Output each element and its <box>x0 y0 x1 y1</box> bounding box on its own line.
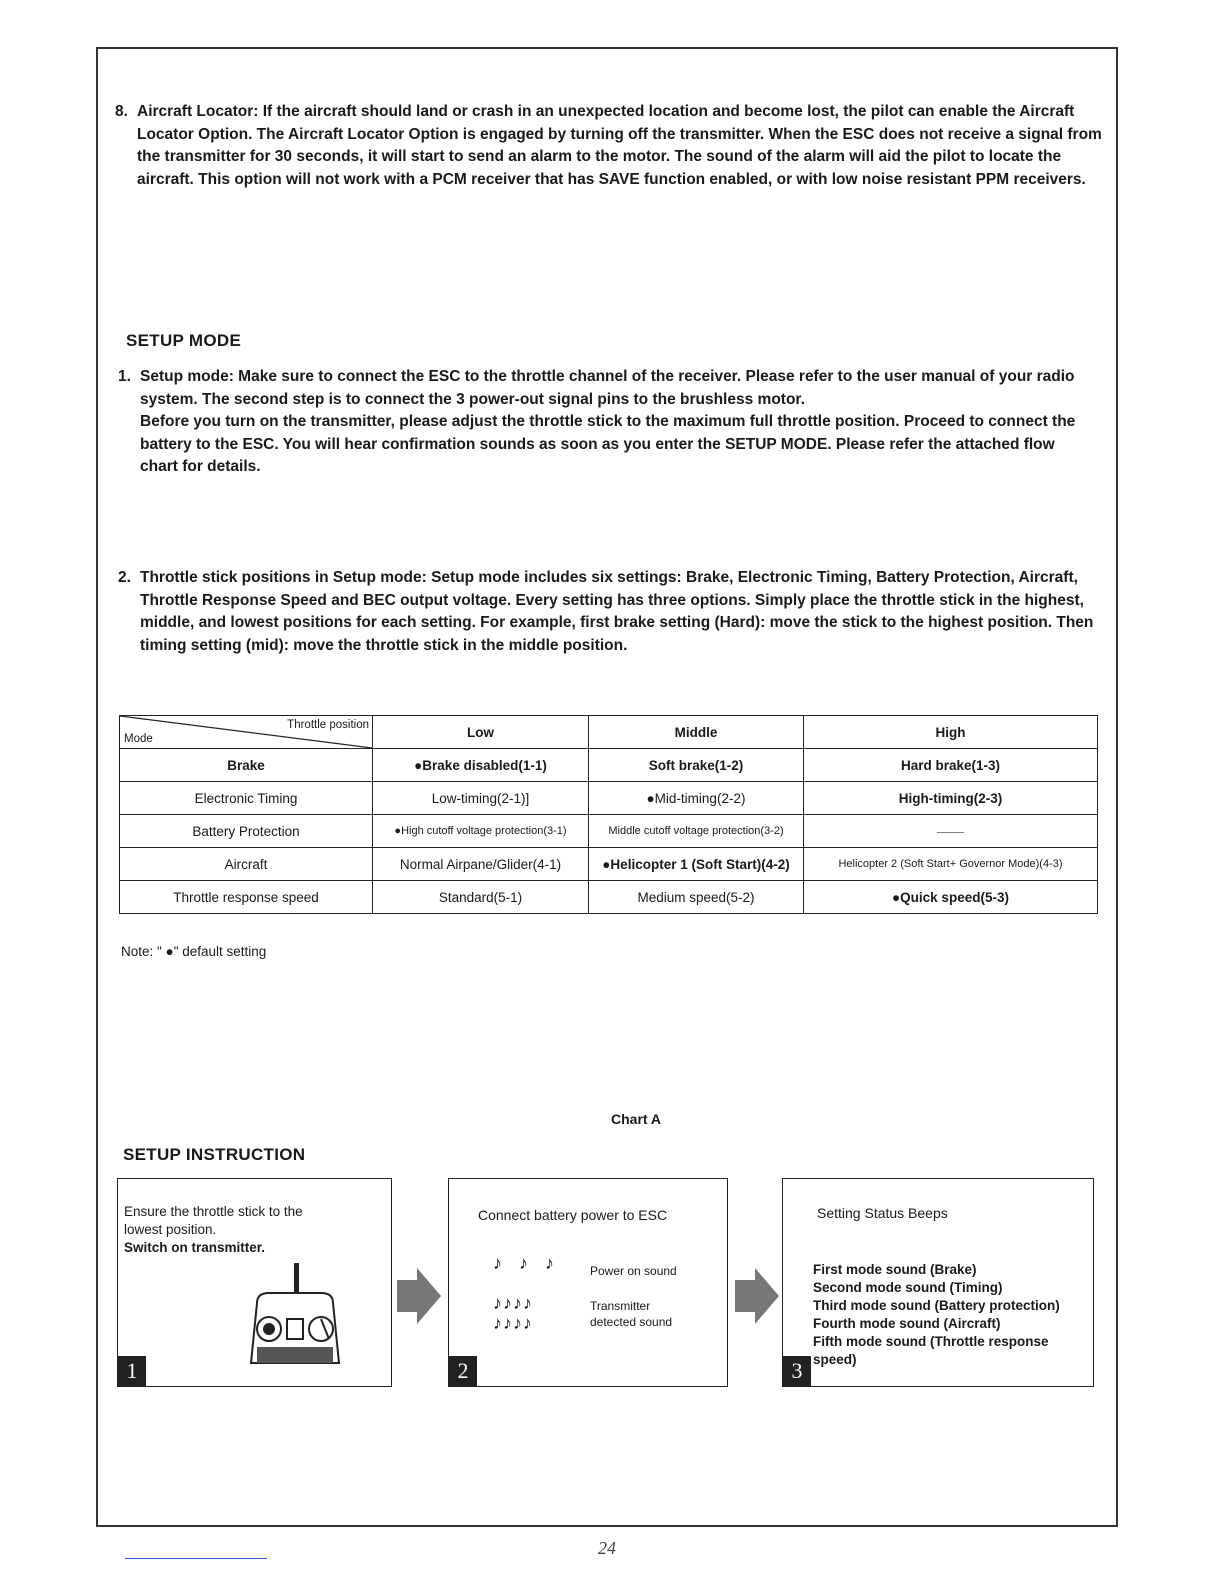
step-3-title: Setting Status Beeps <box>817 1205 948 1221</box>
page-number: 24 <box>598 1538 616 1558</box>
cell-low: ●Brake disabled(1-1) <box>373 749 589 782</box>
setup-item-2 <box>118 567 1100 657</box>
table-corner-cell <box>120 716 373 749</box>
step-3-list <box>813 1261 1093 1369</box>
cell-low: Low-timing(2-1)] <box>373 782 589 815</box>
section-8-number: 8. <box>115 103 128 120</box>
list-item: First mode sound (Brake) <box>813 1262 977 1277</box>
header-high: High <box>804 716 1098 749</box>
header-low: Low <box>373 716 589 749</box>
row-mode: Throttle response speed <box>120 881 373 914</box>
step-2-number: 2 <box>449 1356 477 1386</box>
list-item: Fifth mode sound (Throttle response speed) <box>813 1334 1049 1367</box>
list-item: Second mode sound (Timing) <box>813 1280 1003 1295</box>
step-2-title: Connect battery power to ESC <box>478 1207 668 1223</box>
list-item: Third mode sound (Battery protection) <box>813 1298 1060 1313</box>
cell-middle: ●Mid-timing(2-2) <box>589 782 804 815</box>
table-row <box>120 749 1098 782</box>
step-1-line3: Switch on transmitter. <box>124 1240 266 1255</box>
step-1-box <box>117 1178 392 1387</box>
row-mode: Brake <box>120 749 373 782</box>
table-row <box>120 815 1098 848</box>
cell-high: High-timing(2-3) <box>804 782 1098 815</box>
transmitter-sound-label <box>590 1298 672 1330</box>
step-3-number: 3 <box>783 1356 811 1386</box>
arrow-right-icon <box>395 1266 443 1326</box>
cell-low: ●High cutoff voltage protection(3-1) <box>373 815 589 848</box>
setup-item-1-line1: Setup mode: Make sure to connect the ESC to the throttle channel of the receiver. Please refer to the user manual of your radio system. The second step is to connect the 3 power-out signal pins to the brushless motor. <box>140 368 1075 408</box>
step-1-line2: lowest position. <box>124 1222 217 1237</box>
table-row <box>120 782 1098 815</box>
step-1-line1: Ensure the throttle stick to the <box>124 1204 303 1219</box>
table-row <box>120 848 1098 881</box>
step-1-text <box>124 1203 384 1257</box>
cell-high: Hard brake(1-3) <box>804 749 1098 782</box>
cell-middle: ●Helicopter 1 (Soft Start)(4-2) <box>589 848 804 881</box>
step-1-number: 1 <box>118 1356 146 1386</box>
table-row <box>120 881 1098 914</box>
cell-low: Standard(5-1) <box>373 881 589 914</box>
music-notes-icon <box>493 1293 583 1333</box>
setup-item-1-number: 1. <box>118 368 131 385</box>
table-header-row <box>120 716 1098 749</box>
setup-item-2-number: 2. <box>118 569 131 586</box>
cell-high: Helicopter 2 (Soft Start+ Governor Mode)(4-3) <box>804 848 1098 881</box>
arrow-right-icon <box>733 1266 781 1326</box>
transmitter-label-line1: Transmitter <box>590 1299 651 1313</box>
step-2-box <box>448 1178 728 1387</box>
transmitter-notes-row1: ♪♪♪♪ <box>493 1293 533 1313</box>
cell-high: ●Quick speed(5-3) <box>804 881 1098 914</box>
row-mode: Battery Protection <box>120 815 373 848</box>
list-item: Fourth mode sound (Aircraft) <box>813 1316 1001 1331</box>
step-3-box <box>782 1178 1094 1387</box>
footer-link-underline <box>125 1558 267 1559</box>
power-on-notes: ♪ ♪ ♪ <box>493 1253 561 1273</box>
transmitter-notes-row2: ♪♪♪♪ <box>493 1313 533 1333</box>
corner-mode: Mode <box>124 733 153 745</box>
corner-throttle-position: Throttle position <box>287 719 369 731</box>
cell-middle: Soft brake(1-2) <box>589 749 804 782</box>
setup-item-1-line2: Before you turn on the transmitter, please adjust the throttle stick to the maximum full throttle position. Proceed to connect the battery to the ESC. You will hear confirmation sounds as soon as you enter the SETUP MODE. Please refer the attached flow chart for details. <box>140 413 1076 475</box>
setup-mode-heading: SETUP MODE <box>126 331 242 350</box>
settings-table <box>119 715 1098 914</box>
transmitter-label-line2: detected sound <box>590 1315 673 1329</box>
setup-item-1 <box>118 366 1090 479</box>
setup-item-2-text: Throttle stick positions in Setup mode: Setup mode includes six settings: Brake, Electronic Timing, Battery Protection, Aircraft, Throttle Response Speed and BEC output voltage. Every setting has three options. Simply place the throttle stick in the highest, middle, and lowest positions for each setting. For example, first brake setting (Hard): move the stick to the highest position. Then timing setting (mid): move the throttle stick in the middle position. <box>140 569 1094 654</box>
row-mode: Electronic Timing <box>120 782 373 815</box>
transmitter-icon <box>245 1263 345 1379</box>
cell-low: Normal Airpane/Glider(4-1) <box>373 848 589 881</box>
power-on-sound-label: Power on sound <box>590 1264 677 1278</box>
section-8-text: Aircraft Locator: If the aircraft should land or crash in an unexpected location and become lost, the pilot can enable the Aircraft Locator Option. The Aircraft Locator Option is engaged by turning off the transmitter. When the ESC does not receive a signal from the transmitter for 30 seconds, it will start to send an alarm to the motor. The sound of the alarm will aid the pilot to locate the aircraft. This option will not work with a PCM receiver that has SAVE function enabled, or with low noise resistant PPM receivers. <box>137 103 1102 188</box>
header-middle: Middle <box>589 716 804 749</box>
default-setting-note: Note: " ●" default setting <box>121 944 267 959</box>
setup-instruction-heading: SETUP INSTRUCTION <box>123 1145 306 1164</box>
row-mode: Aircraft <box>120 848 373 881</box>
section-8 <box>115 101 1102 191</box>
cell-middle: Medium speed(5-2) <box>589 881 804 914</box>
chart-a-label: Chart A <box>611 1111 662 1127</box>
cell-high: —— <box>804 815 1098 848</box>
music-notes-icon <box>493 1253 573 1274</box>
cell-middle: Middle cutoff voltage protection(3-2) <box>589 815 804 848</box>
